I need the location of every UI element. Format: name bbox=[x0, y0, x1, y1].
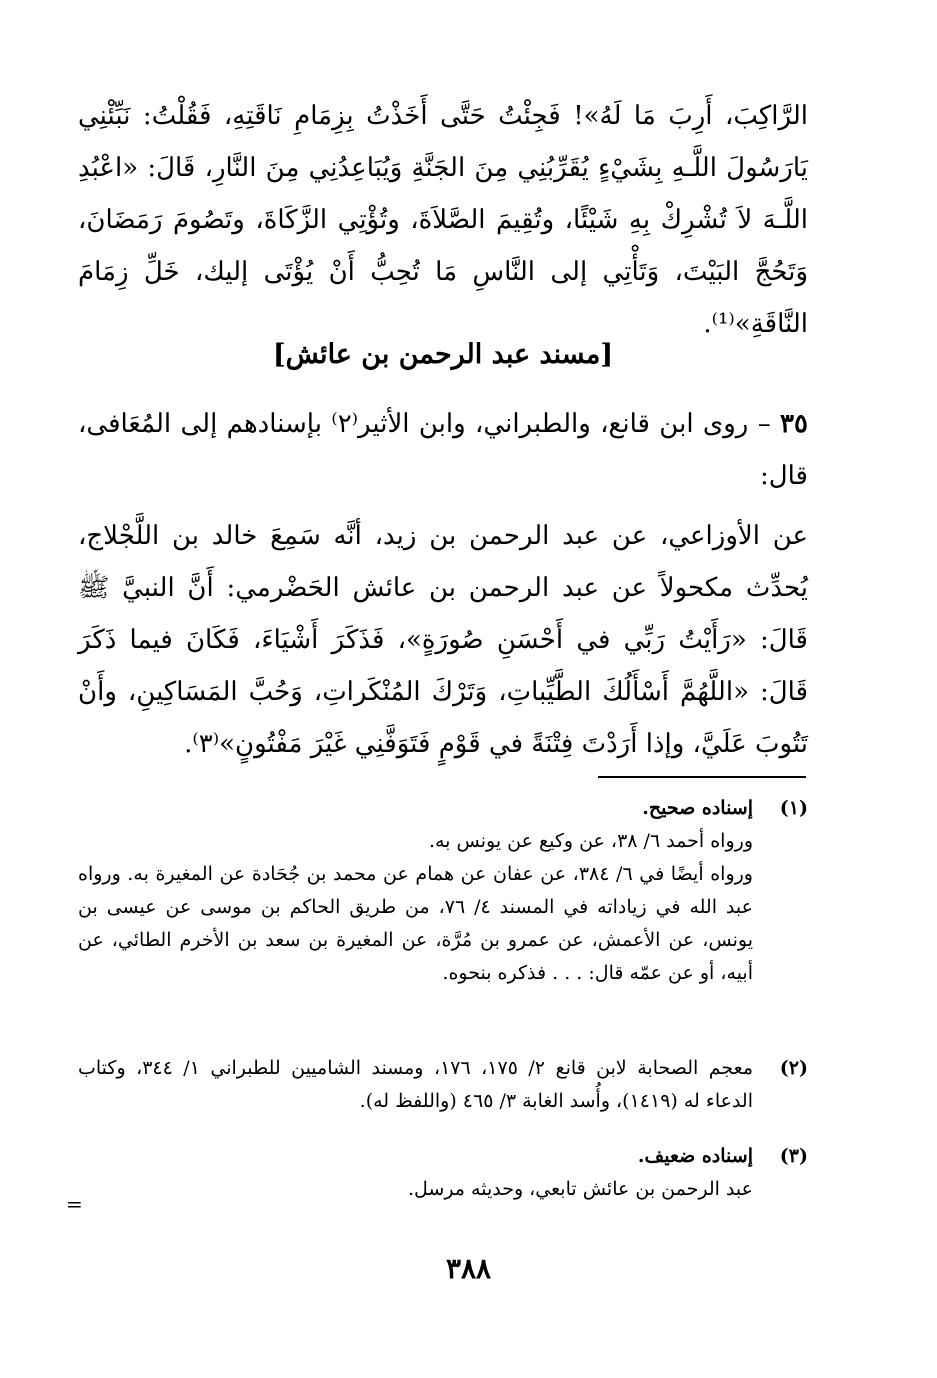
hadith-number: ٣٥ bbox=[780, 409, 808, 439]
footnote-2-number: (٢) bbox=[779, 1057, 808, 1079]
footnote-1 bbox=[78, 792, 808, 990]
hadith-isnad-intro: – روى ابن قانع، والطبراني، وابن الأثير⁽٢⁾ بإسنادهم إلى المُعَافى، قال: bbox=[78, 409, 808, 491]
continuation-mark: = bbox=[66, 1192, 83, 1216]
section-heading: [مسند عبد الرحمن بن عائش] bbox=[272, 339, 614, 370]
footnote-separator bbox=[598, 776, 806, 778]
body-paragraph-top: الرَّاكِبَ، أَرِبَ مَا لَهُ»! فَجِئْتُ حَتَّى أَخَذْتُ بِزِمَامِ نَاقَتِهِ، فَقُلْتُ: نَبِّئْنِي يَارَسُولَ اللَّـهِ بِشَيْءٍ يُقَرِّبُنِي مِنَ الجَنَّةِ وَيُبَاعِدُنِي مِنَ النَّارِ، قَالَ: «اعْبُدِ اللَّـهَ لاَ تُشْرِكْ بِهِ شَيْئًا، وتُقِيمَ الصَّلاَةَ، وتُؤْتِي الزَّكَاةَ، وتَصُومَ رَمَضَانَ، وَتَحُجَّ البَيْتَ، وَتَأْتِي إلى النَّاسِ مَا تُحِبُّ أَنْ يُؤْتَى إليك، خَلِّ زِمَامَ النَّاقَةِ»⁽¹⁾. bbox=[78, 101, 808, 339]
footnote-3-line: عبد الرحمن بن عائش تابعي، وحديثه مرسل. bbox=[407, 1178, 753, 1200]
footnote-1-line-1: ورواه أحمد ٦/ ٣٨، عن وكيع عن يونس به. bbox=[428, 830, 753, 852]
footnote-2-text: معجم الصحابة لابن قانع ٢/ ١٧٥، ١٧٦، ومسند الشاميين للطبراني ١/ ٣٤٤، وكتاب الدعاء له (١٤١٩)، وأُسد الغابة ٣/ ٤٦٥ (واللفظ له). bbox=[78, 1057, 753, 1112]
footnote-3 bbox=[78, 1140, 808, 1206]
hadith-isnad-paragraph bbox=[78, 398, 808, 502]
hadith-text-paragraph: عن الأوزاعي، عن عبد الرحمن بن زيد، أنَّه سَمِعَ خالد بن اللَّجْلاج، يُحدِّث مكحولاً عن عبد الرحمن بن عائش الحَضْرمي: أَنَّ النبيَّ ﷺ قَالَ: «رَأَيْتُ رَبِّي في أَحْسَنِ صُورَةٍ»، فَذَكَرَ أَشْيَاءَ، فَكَانَ فيما ذَكَرَ قَالَ: «اللَّهُمَّ أَسْأَلُكَ الطَّيِّباتِ، وَتَرْكَ المُنْكَراتِ، وَحُبَّ المَسَاكِينِ، وأَنْ تَتُوبَ عَلَيَّ، وإذا أَرَدْتَ فِتْنَةً في قَوْمٍ فَتَوَفَّنِي غَيْرَ مَفْتُونٍ»⁽٣⁾. bbox=[78, 521, 808, 759]
page-number: ٣٨٨ bbox=[445, 1252, 492, 1285]
footnote-1-grade: إسناده صحيح. bbox=[642, 797, 753, 819]
footnote-3-grade: إسناده ضعيف. bbox=[637, 1145, 753, 1167]
footnote-3-number: (٣) bbox=[779, 1145, 808, 1167]
footnote-2 bbox=[78, 1052, 808, 1118]
footnote-1-line-2: ورواه أيضًا في ٦/ ٣٨٤، عن عفان عن همام عن محمد بن جُحَادة عن المغيرة به. ورواه عبد الله في زياداته في المسند ٤/ ٧٦، من طريق الحاكم بن موسى عن عيسى بن يونس، عن الأعمش، عن عمرو بن مُرَّة، عن المغيرة بن سعد بن الأخرم الطائي، عن أبيه، أو عن عمّه قال: . . . فذكره بنحوه. bbox=[78, 863, 753, 984]
footnote-1-number: (١) bbox=[779, 797, 808, 819]
